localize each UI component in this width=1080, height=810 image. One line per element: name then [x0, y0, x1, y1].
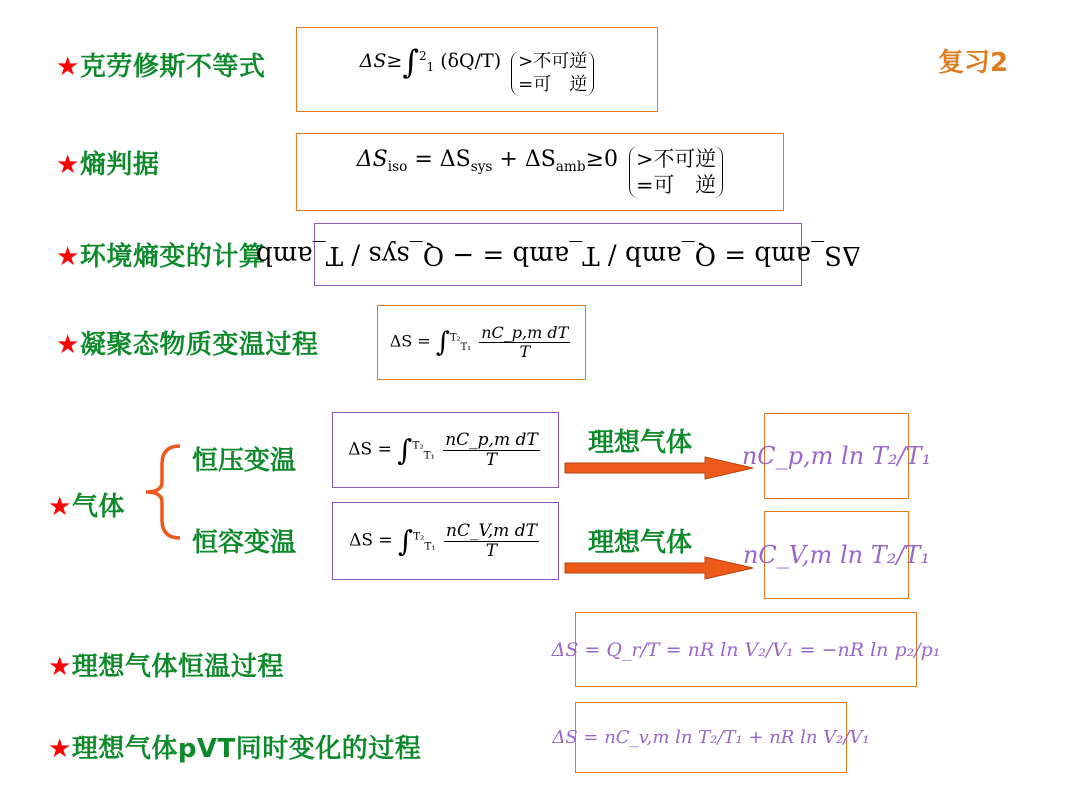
clausius-lhs: S	[373, 49, 387, 72]
isobaric-formula-box	[332, 412, 559, 488]
criterion-cond-rev: =可 逆	[636, 173, 717, 197]
isothermal-label: ★理想气体恒温过程	[48, 652, 284, 682]
criterion-cond-irrev: >不可逆	[636, 146, 717, 171]
env-entropy-formula: ΔS_amb = Q_amb / T_amb = − Q_sys / T_amb	[255, 239, 861, 270]
condensed-formula-box	[377, 305, 586, 380]
clausius-formula-box	[296, 27, 658, 112]
isobaric-result-box	[741, 413, 932, 499]
isothermal-formula: ΔS = Q_r/T = nR ln V₂/V₁ = −nR ln p₂/p₁	[551, 638, 941, 661]
isobaric-formula: ΔS = ∫$^{T_2}_{T_1}$ $\frac{\text{nC\_p,m dT}}{T}$	[348, 429, 538, 470]
env-entropy-box	[255, 223, 861, 286]
entropy-criterion-formula: $\Delta S_{iso} = \Delta S_{sys} + \Delta S_{amb}\ge 0$ >不可逆 =可 逆	[357, 146, 723, 198]
gas-brace	[140, 442, 186, 542]
clausius-integrand: (δQ/T)	[440, 49, 502, 72]
isobaric-arrow	[565, 455, 755, 481]
isochoric-arrow-label: 理想气体	[588, 528, 693, 558]
pvt-formula-box	[552, 702, 870, 773]
condensed-label: ★凝聚态物质变温过程	[56, 330, 319, 360]
isobaric-label: 恒压变温	[192, 446, 297, 476]
pvt-label: ★理想气体pVT同时变化的过程	[48, 734, 422, 764]
isochoric-arrow	[565, 555, 755, 581]
env-entropy-label: ★环境熵变的计算	[56, 242, 266, 272]
entropy-criterion-box	[296, 133, 784, 211]
isochoric-result-box	[742, 511, 931, 599]
clausius-cond-rev: =可 逆	[518, 73, 588, 95]
review-tag: 复习2	[938, 48, 1009, 78]
condensed-formula: ΔS = ∫$^{T_2}_{T_1}$ $\frac{\text{nC\_p,m dT}}{T}$	[389, 323, 569, 361]
pvt-formula: ΔS = nC_v,m ln T₂/T₁ + nR ln V₂/V₁	[552, 727, 870, 748]
clausius-cond-irrev: >不可逆	[518, 50, 588, 72]
isobaric-result: nC_p,m ln T₂/T₁	[741, 442, 932, 470]
isobaric-arrow-label: 理想气体	[588, 428, 693, 458]
isochoric-formula: ΔS = ∫$^{T_2}_{T_1}$ $\frac{\text{nC\_V,m dT}}{T}$	[349, 520, 537, 561]
clausius-label: ★克劳修斯不等式	[56, 52, 266, 82]
gas-label: ★气体	[48, 492, 125, 522]
clausius-formula: ΔS≥∫$^2_1$ (δQ/T) >不可逆 =可 逆	[360, 43, 595, 96]
isothermal-formula-box	[551, 612, 941, 687]
entropy-criterion-label: ★熵判据	[56, 150, 160, 180]
isochoric-label: 恒容变温	[192, 528, 297, 558]
isochoric-formula-box	[332, 502, 559, 580]
isochoric-result: nC_V,m ln T₂/T₁	[742, 541, 931, 569]
